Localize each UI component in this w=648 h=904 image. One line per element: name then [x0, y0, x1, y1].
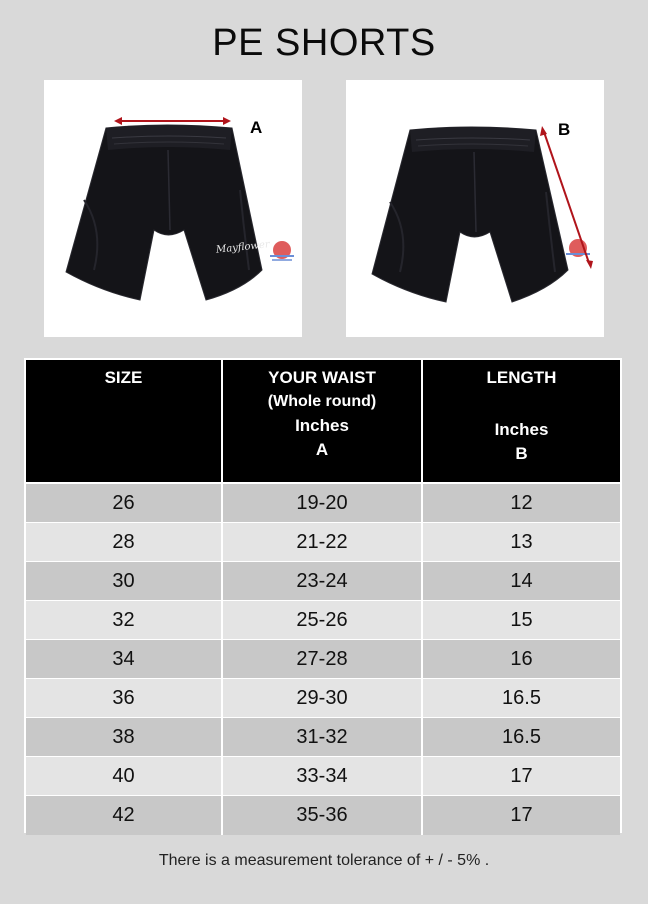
shorts-illustration	[44, 80, 302, 337]
cell-size: 42	[26, 796, 223, 835]
table-row	[26, 679, 620, 718]
size-chart-table	[24, 358, 622, 833]
tolerance-note: There is a measurement tolerance of + / - 5% .	[158, 852, 490, 869]
cell-length: 17	[510, 765, 533, 787]
shorts-illustration	[346, 80, 604, 337]
cell-length: 13	[510, 531, 533, 553]
cell-size: 30	[26, 562, 223, 600]
table-header	[26, 360, 620, 484]
logo-text: Mayflower	[215, 239, 271, 256]
cell-waist: 29-30	[223, 679, 423, 717]
cell-length: 16.5	[502, 726, 541, 748]
cell-waist: 31-32	[223, 718, 423, 756]
cell-size: 36	[26, 679, 223, 717]
cell-size: 28	[26, 523, 223, 561]
table-row	[26, 523, 620, 562]
cell-waist: 27-28	[223, 640, 423, 678]
table-row	[26, 796, 620, 835]
label-b: B	[558, 120, 571, 139]
shorts-image-length	[346, 80, 604, 337]
cell-size: 38	[26, 718, 223, 756]
cell-size: 26	[26, 484, 223, 522]
cell-length: 15	[510, 609, 533, 631]
table-row	[26, 562, 620, 601]
cell-waist: 33-34	[223, 757, 423, 795]
cell-length: 16	[510, 648, 533, 670]
cell-length: 14	[510, 570, 533, 592]
cell-size: 40	[26, 757, 223, 795]
header-waist: YOUR WAIST (Whole round) Inches A	[223, 360, 423, 482]
page-title: PE SHORTS	[212, 22, 436, 64]
label-a: A	[250, 118, 263, 137]
table-row	[26, 640, 620, 679]
cell-length: 16.5	[502, 687, 541, 709]
header-size: SIZE	[26, 360, 223, 482]
cell-waist: 19-20	[223, 484, 423, 522]
header-length: LENGTH Inches B	[486, 368, 557, 463]
cell-waist: 21-22	[223, 523, 423, 561]
table-row	[26, 601, 620, 640]
table-row	[26, 484, 620, 523]
cell-size: 32	[26, 601, 223, 639]
cell-length: 12	[510, 492, 533, 514]
cell-waist: 35-36	[223, 796, 423, 835]
cell-size: 34	[26, 640, 223, 678]
cell-length: 17	[510, 804, 533, 826]
table-row	[26, 757, 620, 796]
table-row	[26, 718, 620, 757]
cell-waist: 25-26	[223, 601, 423, 639]
cell-waist: 23-24	[223, 562, 423, 600]
shorts-image-waist	[44, 80, 302, 337]
